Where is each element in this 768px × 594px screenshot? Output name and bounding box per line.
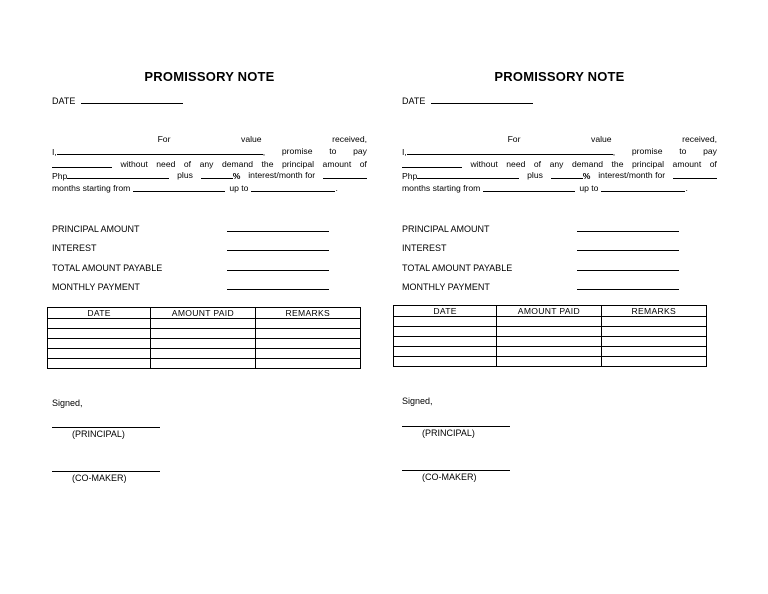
para-word: % (232, 171, 241, 182)
para-word: % (582, 171, 591, 182)
col-header-remarks: REMARKS (255, 308, 360, 319)
para-word: need (156, 158, 176, 169)
amount-label: PRINCIPAL AMOUNT (402, 224, 490, 234)
note-title: PROMISSORY NOTE (144, 69, 275, 84)
para-word: amount (322, 158, 352, 169)
table-row (48, 349, 361, 359)
principal-amount-blank[interactable] (417, 170, 519, 179)
col-header-date: DATE (394, 306, 497, 317)
principal-signature-line[interactable] (402, 426, 510, 427)
amount-blank[interactable] (577, 222, 679, 232)
date-field (402, 95, 533, 106)
payment-table (393, 305, 707, 367)
borrower-name-blank[interactable] (407, 146, 613, 155)
para-word: principal (282, 158, 315, 169)
interest-row (52, 241, 329, 253)
table-cell[interactable] (394, 327, 497, 337)
date-blank[interactable] (431, 95, 533, 104)
para-word: For (507, 134, 521, 144)
interest-rate-blank[interactable] (551, 170, 583, 179)
para-word: interest/month for (598, 170, 666, 181)
para-word: the (261, 158, 274, 169)
amount-blank[interactable] (227, 261, 329, 271)
lender-name-blank[interactable] (52, 159, 112, 168)
principal-signature-line[interactable] (52, 427, 160, 428)
para-word: value (591, 134, 612, 144)
principal-amount-row (402, 222, 679, 234)
table-cell[interactable] (394, 337, 497, 347)
para-word: principal (632, 158, 665, 169)
date-blank[interactable] (81, 95, 183, 104)
table-cell[interactable] (151, 319, 255, 329)
para-word: Php (52, 171, 68, 182)
table-cell[interactable] (255, 339, 360, 349)
table-row (394, 347, 707, 357)
para-word: Php (402, 171, 418, 182)
signed-label: Signed, (52, 398, 83, 408)
promissory-note-left (52, 0, 372, 594)
comaker-signature-line[interactable] (402, 470, 510, 471)
months-blank[interactable] (673, 170, 717, 179)
para-word: months starting from (402, 183, 481, 194)
amount-label: TOTAL AMOUNT PAYABLE (52, 263, 163, 273)
table-row (394, 337, 707, 347)
note-title: PROMISSORY NOTE (494, 69, 625, 84)
para-word: received, (332, 134, 367, 144)
amount-label: INTEREST (402, 243, 447, 253)
para-word: interest/month for (248, 170, 316, 181)
table-cell[interactable] (48, 329, 151, 339)
table-cell[interactable] (497, 317, 601, 327)
table-cell[interactable] (151, 339, 255, 349)
table-cell[interactable] (48, 319, 151, 329)
table-cell[interactable] (151, 359, 255, 369)
table-row (394, 317, 707, 327)
col-header-date: DATE (48, 308, 151, 319)
para-word: any (549, 158, 564, 169)
col-header-amount-paid: AMOUNT PAID (497, 306, 601, 317)
monthly-payment-row (402, 280, 679, 292)
table-cell[interactable] (255, 319, 360, 329)
amount-blank[interactable] (227, 241, 329, 251)
para-word: demand (571, 158, 604, 169)
para-word: value (241, 134, 262, 144)
para-word: plus (527, 170, 543, 181)
para-word: For (157, 134, 171, 144)
table-cell[interactable] (497, 347, 601, 357)
interest-row (402, 241, 679, 253)
amount-blank[interactable] (577, 241, 679, 251)
para-word: promise (631, 145, 663, 156)
date-label: DATE (402, 96, 426, 106)
para-word: of (533, 158, 542, 169)
payment-table (47, 307, 361, 369)
para-word: to (329, 145, 337, 156)
end-date-blank[interactable] (251, 183, 335, 192)
para-word: up to (579, 183, 599, 194)
col-header-amount-paid: AMOUNT PAID (151, 308, 255, 319)
table-row (48, 339, 361, 349)
note-paragraph (52, 134, 367, 195)
table-cell[interactable] (497, 337, 601, 347)
principal-label: (PRINCIPAL) (72, 429, 125, 439)
principal-amount-blank[interactable] (67, 170, 169, 179)
amount-blank[interactable] (577, 261, 679, 271)
borrower-name-blank[interactable] (57, 146, 263, 155)
para-word: . (335, 183, 338, 194)
para-word: amount (672, 158, 702, 169)
comaker-label: (CO-MAKER) (72, 473, 127, 483)
table-row (394, 357, 707, 367)
para-word: . (685, 183, 688, 194)
table-cell[interactable] (394, 347, 497, 357)
table-cell[interactable] (601, 347, 706, 357)
para-word: of (709, 158, 717, 169)
para-word: promise (281, 145, 313, 156)
end-date-blank[interactable] (601, 183, 685, 192)
table-row (48, 359, 361, 369)
para-word: , (262, 146, 266, 157)
start-date-blank[interactable] (133, 183, 225, 192)
months-blank[interactable] (323, 170, 367, 179)
total-payable-row (52, 261, 329, 273)
comaker-signature-line[interactable] (52, 471, 160, 472)
amount-label: MONTHLY PAYMENT (402, 282, 490, 292)
para-word: without (120, 158, 148, 169)
para-word: demand (221, 158, 254, 169)
para-word: months starting from (52, 183, 131, 194)
table-cell[interactable] (497, 357, 601, 367)
principal-amount-row (52, 222, 329, 234)
amount-label: MONTHLY PAYMENT (52, 282, 140, 292)
date-field (52, 95, 183, 106)
amount-blank[interactable] (577, 280, 679, 290)
para-word: plus (177, 170, 193, 181)
table-row (48, 319, 361, 329)
para-word: up to (229, 183, 249, 194)
col-header-remarks: REMARKS (601, 306, 706, 317)
total-payable-row (402, 261, 679, 273)
principal-label: (PRINCIPAL) (422, 428, 475, 438)
table-cell[interactable] (394, 317, 497, 327)
note-paragraph (402, 134, 717, 195)
table-cell[interactable] (601, 327, 706, 337)
start-date-blank[interactable] (483, 183, 575, 192)
table-cell[interactable] (497, 327, 601, 337)
table-cell[interactable] (255, 359, 360, 369)
table-cell[interactable] (48, 359, 151, 369)
amount-label: PRINCIPAL AMOUNT (52, 224, 140, 234)
amount-blank[interactable] (227, 280, 329, 290)
para-word: received, (682, 134, 717, 144)
table-row (394, 327, 707, 337)
para-word: to (679, 145, 687, 156)
para-word: pay (703, 145, 717, 156)
interest-rate-blank[interactable] (201, 170, 233, 179)
table-cell[interactable] (48, 339, 151, 349)
para-word: pay (353, 145, 367, 156)
table-cell[interactable] (394, 357, 497, 367)
promissory-note-right (402, 0, 722, 594)
table-cell[interactable] (601, 357, 706, 367)
para-word: need (506, 158, 526, 169)
table-cell[interactable] (255, 349, 360, 359)
table-row (48, 329, 361, 339)
table-cell[interactable] (601, 317, 706, 327)
para-word: I, (402, 146, 407, 157)
amount-label: TOTAL AMOUNT PAYABLE (402, 263, 513, 273)
signed-label: Signed, (402, 396, 433, 406)
table-cell[interactable] (151, 329, 255, 339)
para-word: the (611, 158, 624, 169)
table-cell[interactable] (48, 349, 151, 359)
date-label: DATE (52, 96, 76, 106)
table-cell[interactable] (255, 329, 360, 339)
table-cell[interactable] (151, 349, 255, 359)
para-word: , (612, 146, 616, 157)
amount-blank[interactable] (227, 222, 329, 232)
lender-name-blank[interactable] (402, 159, 462, 168)
monthly-payment-row (52, 280, 329, 292)
para-word: of (183, 158, 192, 169)
para-word: without (470, 158, 498, 169)
table-cell[interactable] (601, 337, 706, 347)
comaker-label: (CO-MAKER) (422, 472, 477, 482)
para-word: of (359, 158, 367, 169)
para-word: I, (52, 146, 57, 157)
amount-label: INTEREST (52, 243, 97, 253)
para-word: any (199, 158, 214, 169)
